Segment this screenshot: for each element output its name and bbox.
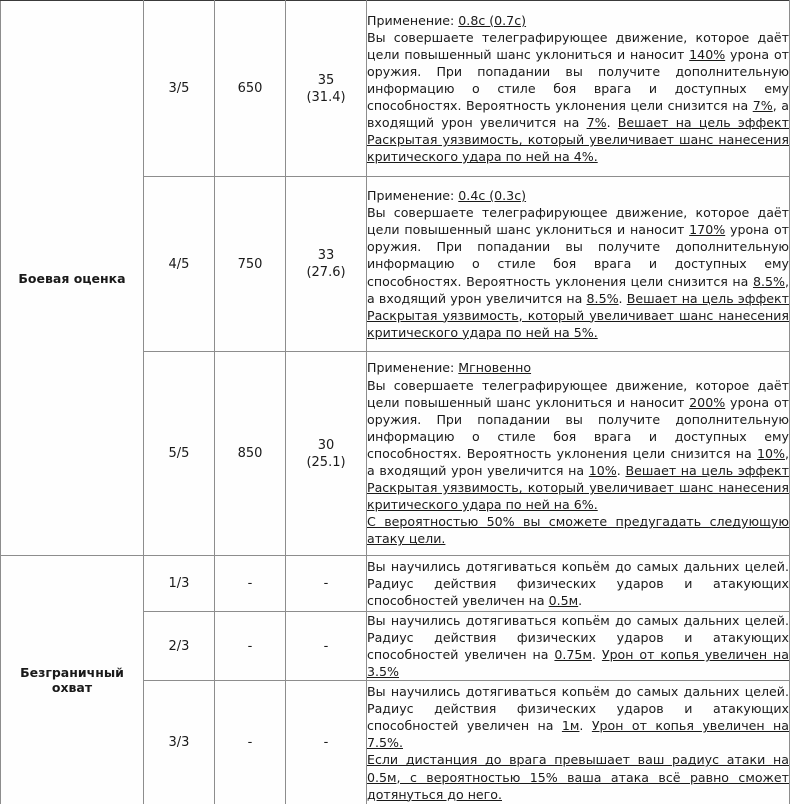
skill-rate-main: 35 <box>317 72 335 88</box>
desc-extra-text: С вероятностью 50% вы сможете предугадать следующую атаку цели. <box>367 514 789 547</box>
desc-body-text: Вы научились дотягиваться копьём до самых дальних целей. Радиус действия физических ударов и атакующих способностей увеличен на <box>367 558 789 609</box>
table-row <box>1 1 790 177</box>
desc-body-text-3: , а входящий урон увеличится на <box>367 98 789 131</box>
desc-body-text-2: урона от оружия. При попадании вы получите дополнительную информацию о стиле боя врага и доступных ему способностях. Вероятность уклонения цели снизится на <box>367 394 790 461</box>
skill-rate-cell <box>286 681 367 804</box>
desc-body <box>367 684 789 750</box>
skill-level-cell <box>144 612 215 681</box>
desc-body-text-2: урона от оружия. При попадании вы получите дополнительную информацию о стиле боя врага и доступных ему способностях. Вероятность уклонения цели снизится на <box>367 222 790 289</box>
desc-body <box>367 559 789 608</box>
desc-effect-text: Урон от копья увеличен на 7.5%. <box>367 718 789 751</box>
desc-body-text-3: , а входящий урон увеличится на <box>367 273 789 306</box>
skill-level-value: 5/5 <box>168 446 190 461</box>
skill-rate-cell <box>286 556 367 612</box>
skill-level-value: 4/5 <box>168 256 190 272</box>
skill-cost-cell <box>215 352 286 556</box>
skill-rate-main: 33 <box>317 248 335 263</box>
skill-level-value: 3/5 <box>168 81 190 96</box>
desc-value-2: 8.5% <box>752 273 785 289</box>
skill-rate-sub: (27.6) <box>306 265 346 280</box>
skill-description-cell <box>367 681 790 804</box>
skill-level-cell <box>144 556 215 612</box>
desc-body-text: Вы научились дотягиваться копьём до самых дальних целей. Радиус действия физических ударов и атакующих способностей увеличен на <box>367 613 789 663</box>
skill-level-value: 1/3 <box>168 576 190 591</box>
skill-description-cell <box>367 612 790 681</box>
desc-body-text: Вы совершаете телеграфирующее движение, которое даёт цели повышенный шанс уклониться и наносит <box>367 377 789 410</box>
desc-body-text: Вы совершаете телеграфирующее движение, которое даёт цели повышенный шанс уклониться и наносит <box>367 29 789 62</box>
desc-extra-text: Если дистанция до врага превышает ваш радиус атаки на 0.5м, с вероятностью 15% ваша атака всё равно сможет дотянуться до него. <box>367 752 789 802</box>
desc-body-text: Вы научились дотягиваться копьём до самых дальних целей. Радиус действия физических ударов и атакующих способностей увеличен на <box>367 684 789 734</box>
skill-description-cell <box>367 1 790 177</box>
skill-cost-value: 650 <box>237 81 263 96</box>
skill-rate-cell <box>286 177 367 352</box>
skill-level-cell <box>144 352 215 556</box>
skill-rate-main: - <box>323 735 329 751</box>
desc-effect-text: Урон от копья увеличен на 3.5% <box>367 647 790 680</box>
skill-description-cell <box>367 177 790 352</box>
skill-rate-main: - <box>323 576 329 591</box>
skill-rate-main: 30 <box>317 437 335 453</box>
skill-description-cell <box>367 556 790 612</box>
desc-value-3: 8.5% <box>586 290 619 306</box>
desc-effect-text: Вешает на цель эффект Раскрытая уязвимость, который увеличивает шанс нанесения критического удара по ней на 5%. <box>367 290 789 340</box>
desc-value-2: 10% <box>756 445 785 461</box>
skill-cost-value: - <box>247 638 253 654</box>
skill-cost-value: 750 <box>237 256 263 272</box>
desc-body-text-4: . <box>618 290 627 306</box>
desc-effect-text: Вешает на цель эффект Раскрытая уязвимость, который увеличивает шанс нанесения критического удара по ней на 4%. <box>367 115 789 165</box>
skill-cost-cell <box>215 177 286 352</box>
skill-rate-cell <box>286 612 367 681</box>
desc-body <box>367 378 789 513</box>
skill-cost-cell <box>215 681 286 804</box>
desc-usage-label: Применение: <box>367 12 459 28</box>
skill-table-body <box>1 1 790 804</box>
skill-rate-sub: (31.4) <box>306 89 346 105</box>
desc-effect-text: Вешает на цель эффект Раскрытая уязвимость, который увеличивает шанс нанесения критического удара по ней на 6%. <box>367 463 790 513</box>
desc-body-text-2: урона от оружия. При попадании вы получите дополнительную информацию о стиле боя врага и доступных ему способностях. Вероятность уклонения цели снизится на <box>367 46 790 114</box>
skill-rate-cell <box>286 1 367 177</box>
desc-body-text-4: . <box>606 115 618 131</box>
skill-rate-main: - <box>323 638 329 654</box>
desc-body-text-2: . <box>591 647 602 663</box>
skill-cost-value: - <box>247 735 253 751</box>
desc-value-1: 140% <box>689 46 726 62</box>
desc-value-1: 170% <box>689 222 726 238</box>
skill-cost-value: 850 <box>237 446 263 461</box>
desc-usage-line <box>367 188 526 203</box>
desc-value-1: 200% <box>689 394 726 410</box>
desc-usage-value: 0.8с (0.7с) <box>458 12 527 28</box>
desc-usage-line <box>367 360 531 375</box>
desc-value-2: 7% <box>752 98 773 114</box>
desc-body-text-2: . <box>579 718 592 734</box>
skill-level-cell <box>144 1 215 177</box>
skill-rate-sub: (25.1) <box>306 454 346 470</box>
skill-name-cell <box>1 1 144 556</box>
desc-value-1: 0.75м <box>554 647 592 663</box>
skill-cost-cell <box>215 556 286 612</box>
skill-cost-cell <box>215 1 286 177</box>
desc-body <box>367 30 789 165</box>
desc-value-1: 0.5м <box>548 593 579 609</box>
skill-level-cell <box>144 681 215 804</box>
skill-level-value: 2/3 <box>168 638 190 654</box>
desc-usage-line <box>367 13 526 28</box>
desc-usage-label: Применение: <box>367 188 459 204</box>
skill-cost-cell <box>215 612 286 681</box>
desc-usage-value: Мгновенно <box>458 360 532 376</box>
desc-usage-label: Применение: <box>367 360 459 376</box>
skill-description-cell <box>367 352 790 556</box>
desc-usage-value: 0.4с (0.3с) <box>458 188 527 204</box>
desc-body-text: Вы совершаете телеграфирующее движение, которое даёт цели повышенный шанс уклониться и наносит <box>367 205 789 238</box>
desc-value-3: 7% <box>586 115 607 131</box>
desc-value-1: 1м <box>561 718 580 734</box>
desc-body <box>367 613 789 679</box>
desc-body-text-4: . <box>616 463 626 479</box>
desc-value-3: 10% <box>588 463 617 479</box>
skill-level-value: 3/3 <box>168 735 190 751</box>
desc-body <box>367 205 789 340</box>
skill-cost-value: - <box>247 576 253 591</box>
skill-name-label: Безграничный охват <box>20 665 124 696</box>
skill-rate-cell <box>286 352 367 556</box>
table-row <box>1 556 790 612</box>
skill-level-cell <box>144 177 215 352</box>
desc-body-text-2: . <box>578 593 583 609</box>
skill-name-label: Боевая оценка <box>18 270 126 286</box>
desc-body-text-3: , а входящий урон увеличится на <box>367 445 789 479</box>
skill-name-cell <box>1 556 144 804</box>
